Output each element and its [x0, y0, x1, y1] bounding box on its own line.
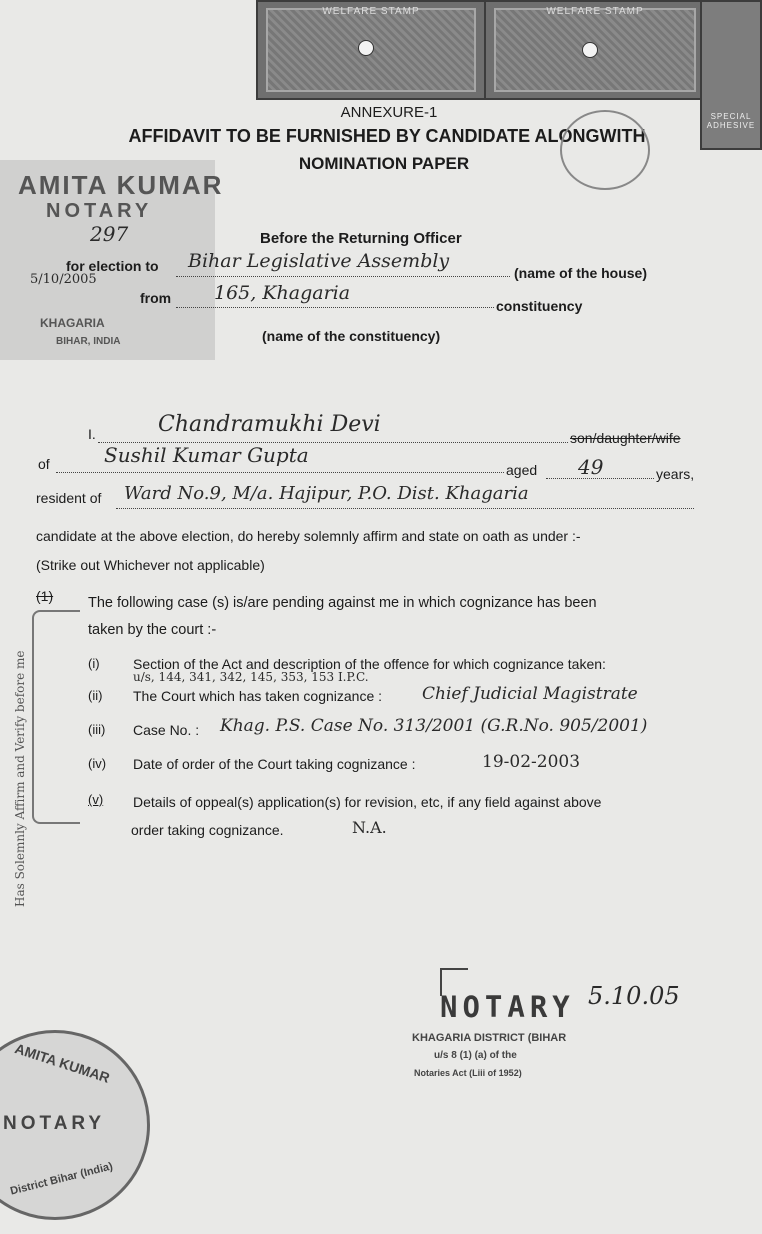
side-verification-stamp: Has Solemnly Affirm and Verify before me	[13, 650, 27, 907]
constituency-note: (name of the constituency)	[262, 328, 441, 344]
case-item-label: Case No. :	[133, 722, 200, 738]
case-item-num: (iv)	[88, 756, 107, 771]
stamp-label: WELFARE STAMP	[322, 6, 420, 17]
notary-district: KHAGARIA	[40, 316, 105, 330]
notary-date-value: 5.10.05	[588, 982, 680, 1010]
address-value: Ward No.9, M/a. Hajipur, P.O. Dist. Khagaria	[124, 483, 529, 504]
welfare-stamp-2	[484, 0, 706, 100]
i-label: I.	[88, 426, 96, 442]
case-item-num: (ii)	[88, 688, 103, 703]
age-value: 49	[578, 455, 604, 479]
stamp-label: WELFARE STAMP	[546, 6, 644, 17]
seal-name: AMITA KUMAR	[12, 1040, 112, 1086]
notary-date: 5/10/2005	[30, 272, 97, 287]
notary-name: AMITA KUMAR	[18, 170, 224, 200]
relation-label: son/daughter/wife	[570, 430, 681, 446]
case-item-num: (v)	[88, 792, 104, 807]
resident-label: resident of	[36, 490, 102, 506]
for-election-label: for election to	[66, 258, 159, 274]
notary-title: NOTARY	[440, 990, 575, 1024]
case-item-label: Details of oppeal(s) application(s) for revision, etc, if any field against above	[133, 794, 602, 810]
house-value: Bihar Legislative Assembly	[188, 250, 450, 272]
notary-round-seal	[0, 1030, 150, 1220]
case-item-num: (iii)	[88, 722, 106, 737]
annexure-label: ANNEXURE-1	[340, 104, 438, 121]
deponent-name: Chandramukhi Devi	[158, 412, 381, 437]
strike-note: (Strike out Whichever not applicable)	[36, 557, 265, 573]
seal-role: NOTARY	[3, 1113, 106, 1134]
notary-district-line: KHAGARIA DISTRICT (BIHAR	[412, 1032, 567, 1044]
postmark-seal	[560, 110, 650, 190]
case-item-label-2: order taking cognizance.	[131, 822, 284, 838]
from-label: from	[140, 290, 172, 306]
constituency-suffix: constituency	[496, 298, 583, 314]
notary-act-line: Notaries Act (Liii of 1952)	[414, 1068, 522, 1078]
notary-rule-line: u/s 8 (1) (a) of the	[434, 1050, 517, 1061]
case-item-num: (i)	[88, 656, 100, 671]
case-intro-line2: taken by the court :-	[88, 622, 217, 638]
aged-label: aged	[506, 462, 538, 478]
notary-bracket	[440, 968, 468, 996]
of-label: of	[38, 456, 50, 472]
case-item-value: Khag. P.S. Case No. 313/2001 (G.R.No. 905/2001)	[220, 716, 648, 736]
page-subtitle: NOMINATION PAPER	[298, 154, 470, 173]
case-item-label: The Court which has taken cognizance :	[133, 688, 383, 704]
notary-role: NOTARY	[46, 200, 153, 222]
notary-side-bracket	[32, 610, 80, 824]
oath-text: candidate at the above election, do hereby solemnly affirm and state on oath as under :-	[36, 528, 581, 544]
case-item-value: 19-02-2003	[482, 752, 581, 772]
notary-state: BIHAR, INDIA	[56, 336, 121, 347]
case-number: (1)	[36, 588, 54, 604]
case-item-label: Section of the Act and description of the offence for which cognizance taken:	[133, 656, 606, 672]
stamp-side-label: SPECIAL ADHESIVE	[706, 112, 756, 130]
case-item-value: Chief Judicial Magistrate	[422, 684, 638, 704]
case-item-value: u/s, 144, 341, 342, 145, 353, 153 I.P.C.	[133, 670, 369, 684]
years-label: years,	[656, 466, 695, 482]
returning-officer-heading: Before the Returning Officer	[260, 230, 462, 247]
constituency-value: 165, Khagaria	[214, 282, 351, 304]
case-intro-line1: The following case (s) is/are pending against me in which cognizance has been	[88, 595, 597, 611]
case-item-value: N.A.	[352, 818, 387, 837]
page-title: AFFIDAVIT TO BE FURNISHED BY CANDIDATE ALONGWITH	[128, 126, 646, 146]
relative-name: Sushil Kumar Gupta	[104, 443, 309, 467]
welfare-stamp-1	[256, 0, 486, 100]
case-item-label: Date of order of the Court taking cognizance :	[133, 756, 416, 772]
notary-number: 297	[90, 222, 129, 246]
seal-place: District Bihar (India)	[9, 1160, 115, 1198]
house-suffix: (name of the house)	[514, 265, 648, 281]
